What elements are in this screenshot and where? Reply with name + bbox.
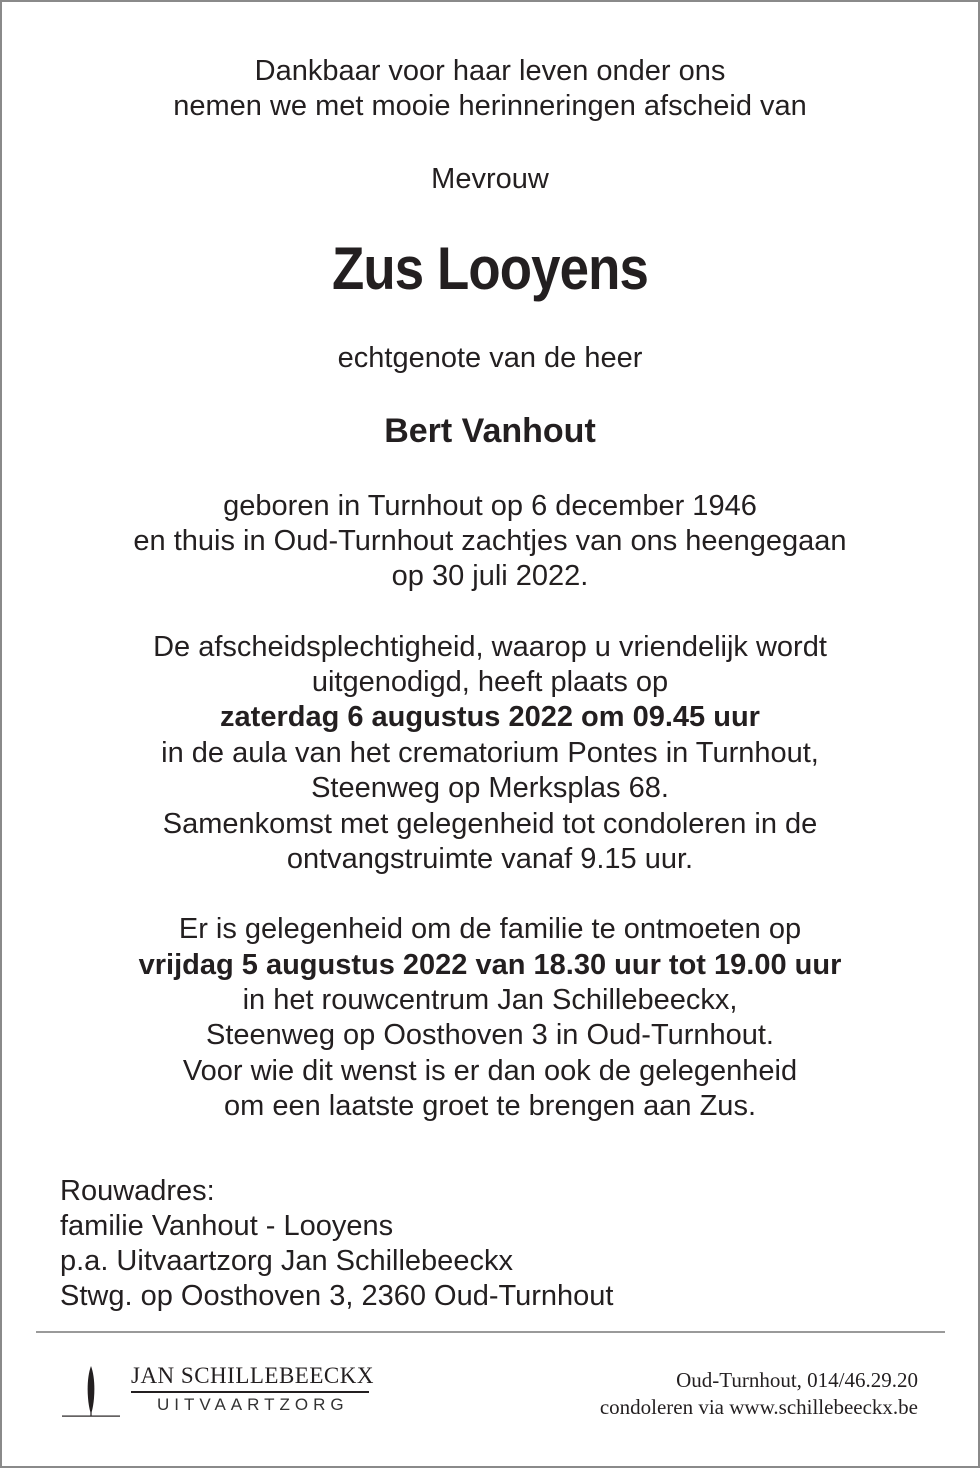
birth-line: geboren in Turnhout op 6 december 1946 — [223, 490, 757, 522]
ceremony-line-1: De afscheidsplechtigheid, waarop u vriendelijk wordt — [153, 631, 827, 663]
visitation-line-4: Steenweg op Oosthoven 3 in Oud-Turnhout. — [205, 1019, 774, 1051]
address-line-1: familie Vanhout - Looyens — [60, 1210, 394, 1242]
intro-line-2: nemen we met mooie herinneringen afscheid van — [173, 90, 807, 122]
address-line-2: p.a. Uitvaartzorg Jan Schillebeeckx — [60, 1245, 513, 1277]
cypress-tree-icon — [62, 1364, 120, 1418]
ceremony-line-5: Steenweg op Merksplas 68. — [311, 772, 669, 804]
visitation-line-5: Voor wie dit wenst is er dan ook de gelegenheid — [182, 1055, 798, 1087]
contact-phone: Oud-Turnhout, 014/46.29.20 — [676, 1368, 918, 1392]
funeral-home-logo-sub: UITVAARTZORG — [157, 1395, 349, 1414]
ceremony-line-4: in de aula van het crematorium Pontes in Turnhout, — [161, 737, 819, 769]
logo-underline — [131, 1391, 369, 1393]
deceased-name: Zus Looyens — [332, 235, 648, 302]
passing-date: op 30 juli 2022. — [391, 560, 589, 592]
salutation: Mevrouw — [431, 163, 549, 195]
visitation-line-1: Er is gelegenheid om de familie te ontmoeten op — [178, 913, 802, 945]
visitation-line-3: in het rouwcentrum Jan Schillebeeckx, — [242, 984, 738, 1016]
funeral-home-logo-name: JAN SCHILLEBEECKX — [131, 1363, 374, 1388]
visitation-date: vrijdag 5 augustus 2022 van 18.30 uur tot 19.00 uur — [138, 949, 842, 981]
address-heading: Rouwadres: — [60, 1175, 215, 1207]
intro-line-1: Dankbaar voor haar leven onder ons — [254, 55, 726, 87]
ceremony-line-2: uitgenodigd, heeft plaats op — [311, 666, 669, 698]
visitation-line-6: om een laatste groet te brengen aan Zus. — [223, 1090, 756, 1122]
ceremony-line-7: ontvangstruimte vanaf 9.15 uur. — [286, 843, 694, 875]
passing-line: en thuis in Oud-Turnhout zachtjes van ons heengegaan — [133, 525, 847, 557]
relation-text: echtgenote van de heer — [337, 342, 643, 374]
ceremony-date: zaterdag 6 augustus 2022 om 09.45 uur — [220, 701, 760, 733]
ceremony-line-6: Samenkomst met gelegenheid tot condoleren in de — [162, 808, 818, 840]
contact-website: condoleren via www.schillebeeckx.be — [599, 1395, 918, 1419]
address-line-3: Stwg. op Oosthoven 3, 2360 Oud-Turnhout — [60, 1280, 614, 1312]
footer-divider — [36, 1331, 945, 1333]
spouse-name: Bert Vanhout — [384, 412, 596, 450]
